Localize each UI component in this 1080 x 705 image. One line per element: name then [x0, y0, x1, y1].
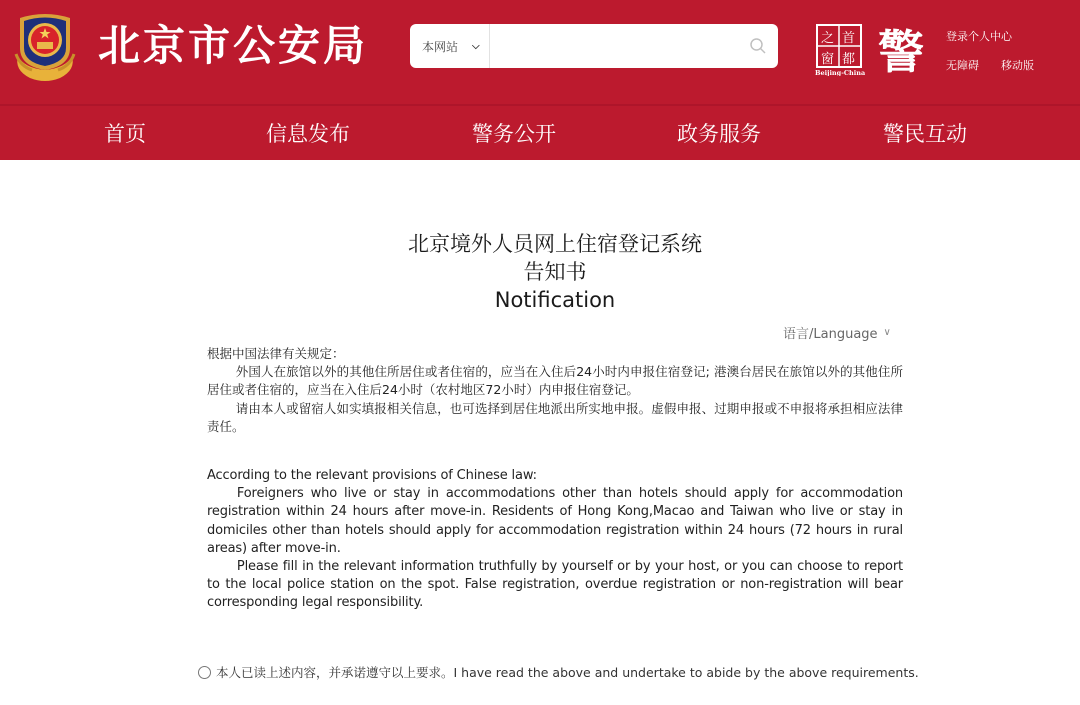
agreement-label: 本人已读上述内容，并承诺遵守以上要求。I have read the above and undertake to abide by the above requirements.: [216, 665, 919, 680]
svg-text:之: 之: [821, 31, 835, 46]
notice-english: [207, 467, 903, 613]
svg-text:首: 首: [842, 31, 856, 46]
login-link[interactable]: 登录个人中心: [946, 30, 1012, 43]
site-header: [0, 0, 1080, 160]
utility-links: [946, 28, 1034, 75]
language-selector[interactable]: [783, 323, 891, 342]
chevron-down-icon: ∨: [883, 327, 891, 338]
notice-en-para1: Foreigners who live or stay in accommodations other than hotels should apply for accommodation registration within 24 hours after move-in. Residents of Hong Kong,Macao and Taiwan who live or stay in domiciles other than hotels should apply for accommodation registration within 24 hours (72 hours in rural areas) after move-in.: [207, 486, 903, 556]
search-scope-value: 本网站: [422, 39, 459, 54]
title-notice: 告知书: [523, 260, 587, 284]
notice-en-para2: Please fill in the relevant information truthfully by yourself or by your host, or you can choose to report to the local police station on the spot. False registration, overdue registration or non-registration will bear corresponding legal responsibility.: [207, 559, 903, 611]
mobile-version-link[interactable]: 移动版: [1001, 59, 1034, 72]
svg-text:Beijing-China: Beijing-China: [815, 69, 865, 76]
police-logo[interactable]: [878, 26, 930, 74]
chevron-down-icon: ⌵: [472, 40, 480, 52]
notice-chinese: [207, 345, 903, 436]
notice-zh-para1: 外国人在旅馆以外的其他住所居住或者住宿的，应当在入住后24小时内申报住宿登记; 港澳台居民在旅馆以外的其他住所居住或者住宿的，应当在入住后24小时（农村地区72小时）内申报住宿登记。: [207, 364, 903, 398]
nav-item-home[interactable]: 首页: [104, 122, 146, 146]
police-emblem-icon[interactable]: [10, 8, 80, 84]
language-selector-label: 语言/Language: [783, 327, 878, 342]
search-scope-select[interactable]: [410, 24, 490, 68]
agreement-option[interactable]: [198, 663, 919, 681]
agreement-radio[interactable]: [198, 666, 211, 679]
notice-en-intro: According to the relevant provisions of Chinese law:: [207, 468, 537, 483]
site-title[interactable]: 北京市公安局: [98, 21, 369, 70]
nav-item-police-affairs[interactable]: 警务公开: [472, 122, 556, 146]
notice-zh-para2: 请由本人或留宿人如实填报相关信息，也可选择到居住地派出所实地申报。虚假申报、过期申报或不申报将承担相应法律责任。: [207, 400, 903, 434]
police-logo-glyph: 警: [878, 26, 924, 74]
nav-item-gov-services[interactable]: 政务服务: [677, 122, 761, 146]
notice-zh-intro: 根据中国法律有关规定：: [207, 346, 345, 361]
title-system-name: 北京境外人员网上住宿登记系统: [408, 232, 702, 256]
search-icon[interactable]: [738, 24, 778, 68]
document-title: [0, 230, 1080, 314]
capital-window-logo[interactable]: [815, 24, 865, 76]
nav-item-info-release[interactable]: 信息发布: [266, 122, 350, 146]
nav-item-interaction[interactable]: 警民互动: [883, 122, 967, 146]
title-notification: Notification: [494, 288, 616, 312]
svg-text:窗: 窗: [821, 52, 835, 67]
search-box: [410, 24, 778, 68]
header-divider: [0, 104, 1080, 106]
accessibility-link[interactable]: 无障碍: [946, 59, 979, 72]
main-nav: [0, 108, 1080, 160]
svg-text:都: 都: [842, 52, 856, 67]
search-input[interactable]: [490, 24, 738, 68]
